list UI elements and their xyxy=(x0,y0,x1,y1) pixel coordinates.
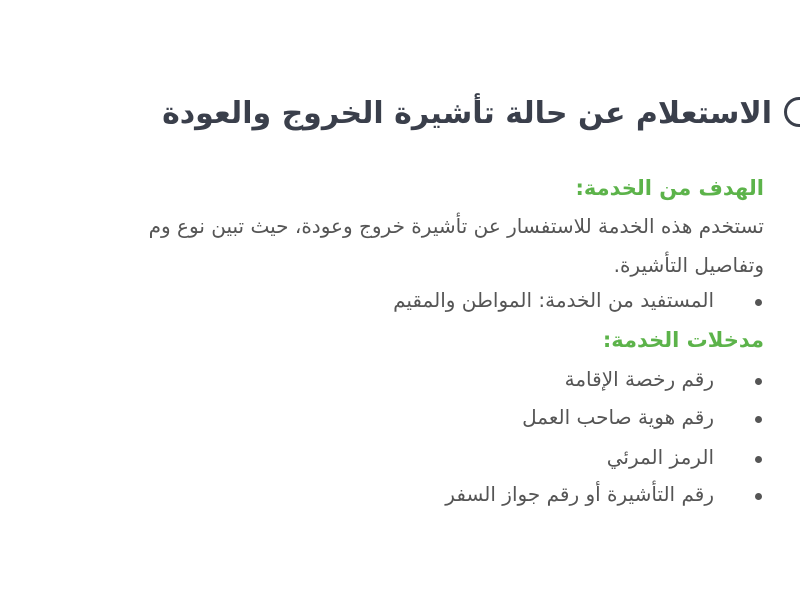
input-item: رقم التأشيرة أو رقم جواز السفر xyxy=(445,482,714,506)
input-item: رقم هوية صاحب العمل xyxy=(522,405,714,429)
bullet-dot-icon xyxy=(755,493,762,500)
page-title: الاستعلام عن حالة تأشيرة الخروج والعودة xyxy=(162,96,772,131)
title-bullet-icon xyxy=(784,97,800,127)
purpose-text-line-1: تستخدم هذه الخدمة للاستفسار عن تأشيرة خروج وعودة، حيث تبين نوع وم xyxy=(148,214,764,238)
inputs-heading: مدخلات الخدمة: xyxy=(602,328,764,352)
bullet-dot-icon xyxy=(755,378,762,385)
input-item: رقم رخصة الإقامة xyxy=(564,367,714,391)
purpose-text-line-2: وتفاصيل التأشيرة. xyxy=(613,253,764,277)
bullet-dot-icon xyxy=(755,416,762,423)
beneficiary-item: المستفيد من الخدمة: المواطن والمقيم xyxy=(393,288,714,312)
bullet-dot-icon xyxy=(755,299,762,306)
input-item: الرمز المرئي xyxy=(606,445,714,469)
purpose-heading: الهدف من الخدمة: xyxy=(575,176,764,200)
bullet-dot-icon xyxy=(755,456,762,463)
